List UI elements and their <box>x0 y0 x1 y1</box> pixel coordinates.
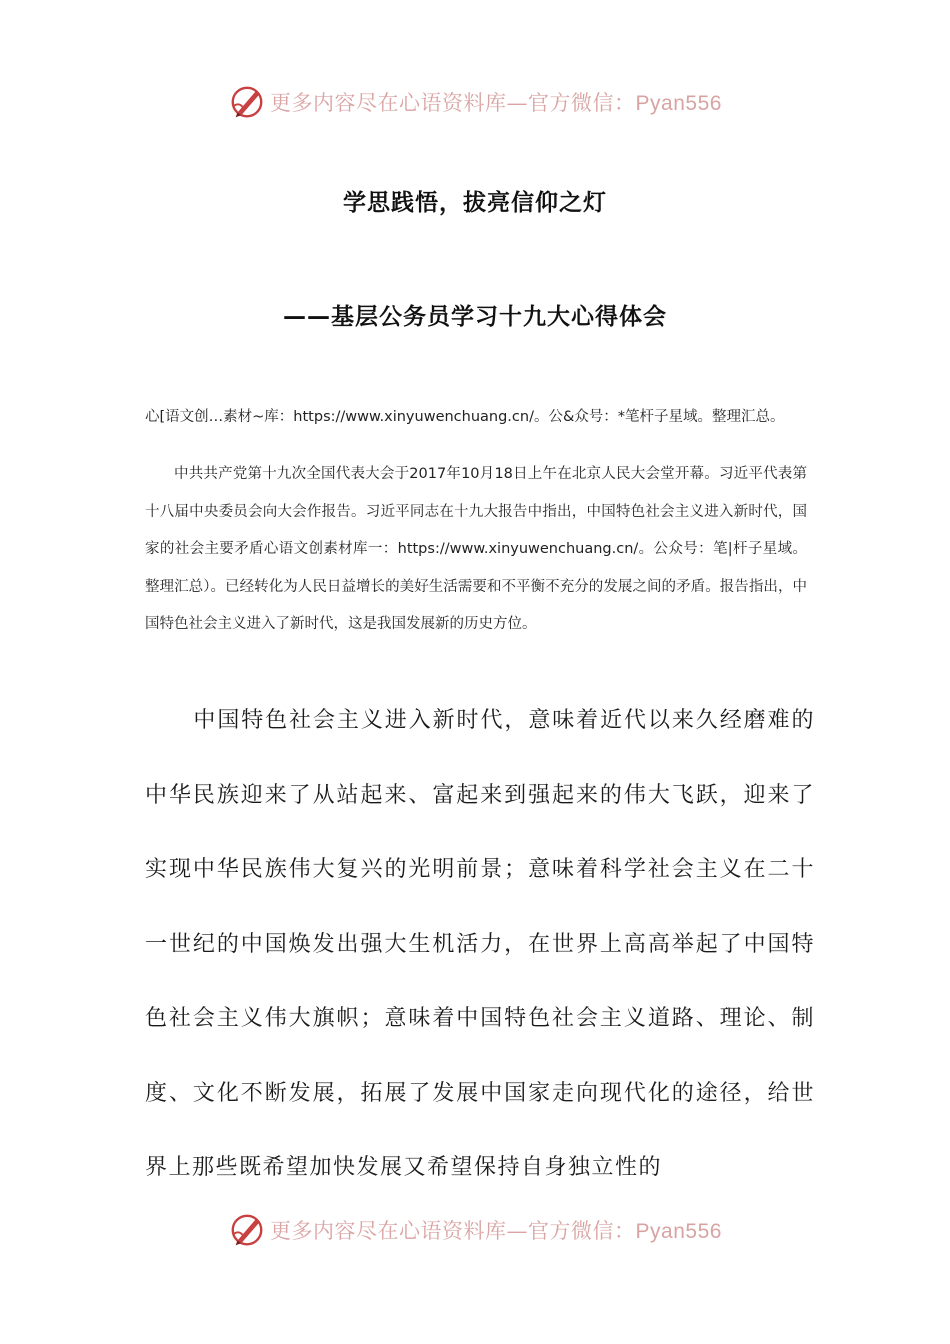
watermark-text: 更多内容尽在心语资料库—官方微信：Pyan556 <box>270 1219 722 1243</box>
pen-logo-icon <box>228 83 266 121</box>
body-paragraph: 中国特色社会主义进入新时代，意味着近代以来久经磨难的中华民族迎来了从站起来、富起来到强起来的伟大飞跃，迎来了实现中华民族伟大复兴的光明前景；意味着科学社会主义在二十一世纪的中国焕发出强大生机活力，在世界上高高举起了中国特色社会主义伟大旗帜；意味着中国特色社会主义道路、理论、制度、文化不断发展，拓展了发展中国家走向现代化的途径，给世界上那些既希望加快发展又希望保持自身独立性的 <box>145 708 815 1180</box>
watermark-text: 更多内容尽在心语资料库—官方微信：Pyan556 <box>270 91 722 115</box>
source-note: 心[语文创…素材~库：https://www.xinyuwenchuang.cn/。公&众号：*笔杆子星域。整理汇总。 <box>145 409 785 425</box>
footer-watermark-banner <box>0 1208 950 1252</box>
pen-logo-icon <box>228 1211 266 1249</box>
intro-paragraph: 中共共产党第十九次全国代表大会于2017年10月18日上午在北京人民大会堂开幕。习近平代表第十八届中央委员会向大会作报告。习近平同志在十九大报告中指出，中国特色社会主义进入新时代，国家的社会主要矛盾心语文创素材库一：https://www.xinyuwenchuang.cn/。公众号：笔|杆子星域。整理汇总）。已经转化为人民日益增长的美好生活需要和不平衡不充分的发展之间的矛盾。报告指出，中国特色社会主义进入了新时代，这是我国发展新的历史方位。 <box>145 466 807 632</box>
document-title: 学思践悟，拔亮信仰之灯 <box>343 190 607 216</box>
header-watermark-banner <box>0 80 950 124</box>
document-subtitle: ——基层公务员学习十九大心得体会 <box>283 304 667 330</box>
